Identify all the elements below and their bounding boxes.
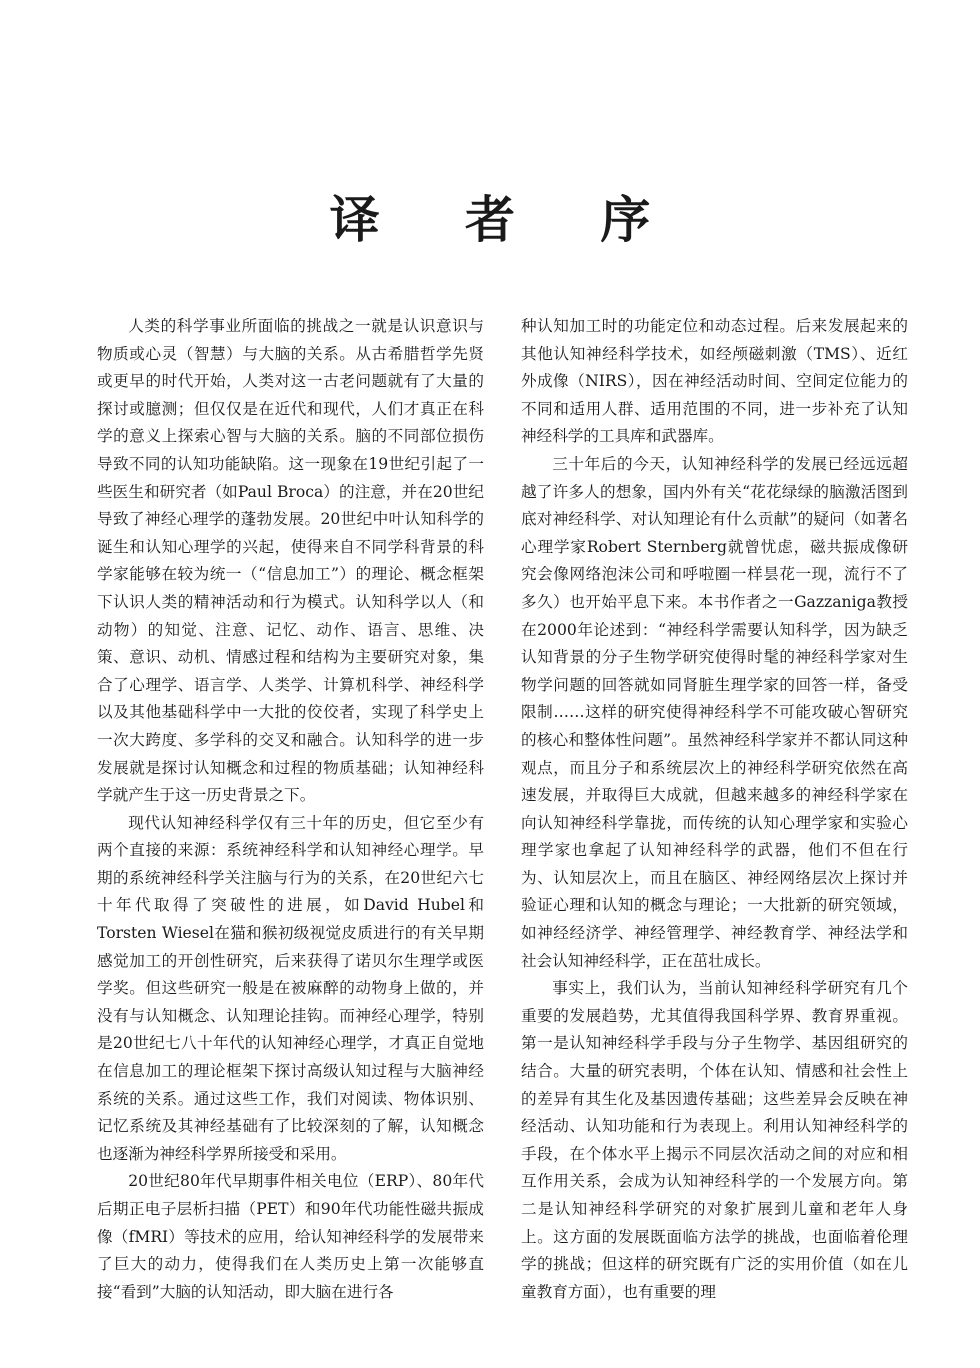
left-column [97, 313, 484, 1306]
right-column [521, 313, 908, 1306]
paragraph: 人类的科学事业所面临的挑战之一就是认识意识与物质或心灵（智慧）与大脑的关系。从古希腊哲学先贤或更早的时代开始，人类对这一古老问题就有了大量的探讨或臆测；但仅仅是在近代和现代，人们才真正在科学的意义上探索心智与大脑的关系。脑的不同部位损伤导致不同的认知功能缺陷。这一现象在19世纪引起了一些医生和研究者（如Paul Broca）的注意，并在20世纪导致了神经心理学的蓬勃发展。20世纪中叶认知科学的诞生和认知心理学的兴起，使得来自不同学科背景的科学家能够在较为统一（“信息加工”）的理论、概念框架下认识人类的精神活动和行为模式。认知科学以人（和动物）的知觉、注意、记忆、动作、语言、思维、决策、意识、动机、情感过程和结构为主要研究对象，集合了心理学、语言学、人类学、计算机科学、神经科学以及其他基础科学中一大批的佼佼者，实现了科学史上一次大跨度、多学科的交叉和融合。认知科学的进一步发展就是探讨认知概念和过程的物质基础；认知神经科学就产生于这一历史背景之下。 [97, 317, 484, 805]
paragraph: 现代认知神经科学仅有三十年的历史，但它至少有两个直接的来源：系统神经科学和认知神经心理学。早期的系统神经科学关注脑与行为的关系，在20世纪六七十年代取得了突破性的进展，如David Hubel和Torsten Wiesel在猫和猴初级视觉皮质进行的有关早期感觉加工的开创性研究，后来获得了诺贝尔生理学或医学奖。但这些研究一般是在被麻醉的动物身上做的，并没有与认知概念、认知理论挂钩。而神经心理学，特别是20世纪七八十年代的认知神经心理学，才真正自觉地在信息加工的理论框架下探讨高级认知过程与大脑神经系统的关系。通过这些工作，我们对阅读、物体识别、记忆系统及其神经基础有了比较深刻的了解，认知概念也逐渐为神经科学界所接受和采用。 [97, 813, 484, 1163]
paragraph: 事实上，我们认为，当前认知神经科学研究有几个重要的发展趋势，尤其值得我国科学界、教育界重视。第一是认知神经科学手段与分子生物学、基因组研究的结合。大量的研究表明，个体在认知、情感和社会性上的差异有其生化及基因遗传基础；这些差异会反映在神经活动、认知功能和行为表现上。利用认知神经科学的手段，在个体水平上揭示不同层次活动之间的对应和相互作用关系，会成为认知神经科学的一个发展方向。第二是认知神经科学研究的对象扩展到儿童和老年人身上。这方面的发展既面临方法学的挑战，也面临着伦理学的挑战；但这样的研究既有广泛的实用价值（如在儿童教育方面），也有重要的理 [521, 979, 908, 1301]
paragraph-continued: 种认知加工时的功能定位和动态过程。后来发展起来的其他认知神经科学技术，如经颅磁刺激（TMS）、近红外成像（NIRS），因在神经活动时间、空间定位能力的不同和适用人群、适用范围的不同，进一步补充了认知神经科学的工具库和武器库。 [521, 317, 908, 446]
paragraph: 三十年后的今天，认知神经科学的发展已经远远超越了许多人的想象，国内外有关“花花绿绿的脑激活图到底对神经科学、对认知理论有什么贡献”的疑问（如著名心理学家Robert Sternberg就曾忧虑，磁共振成像研究会像网络泡沫公司和呼啦圈一样昙花一现，流行不了多久）也开始平息下来。本书作者之一Gazzaniga教授在2000年论述到：“神经科学需要认知科学，因为缺乏认知背景的分子生物学研究使得时髦的神经科学家对生物学问题的回答就如同肾脏生理学家的回答一样，备受限制……这样的研究使得神经科学不可能攻破心智研究的核心和整体性问题”。虽然神经科学家并不都认同这种观点，而且分子和系统层次上的神经科学研究依然在高速发展，并取得巨大成就，但越来越多的神经科学家在向认知神经科学靠拢，而传统的认知心理学家和实验心理学家也拿起了认知神经科学的武器，他们不但在行为、认知层次上，而且在脑区、神经网络层次上探讨并验证心理和认知的概念与理论；一大批新的研究领域，如神经经济学、神经管理学、神经教育学、神经法学和社会认知神经科学，正在茁壮成长。 [521, 454, 908, 970]
page-title: 译 者 序 [329, 191, 685, 249]
paragraph: 20世纪80年代早期事件相关电位（ERP）、80年代后期正电子层析扫描（PET）和90年代功能性磁共振成像（fMRI）等技术的应用，给认知神经科学的发展带来了巨大的动力，使得我们在人类历史上第一次能够直接“看到”大脑的认知活动，即大脑在进行各 [97, 1172, 484, 1301]
